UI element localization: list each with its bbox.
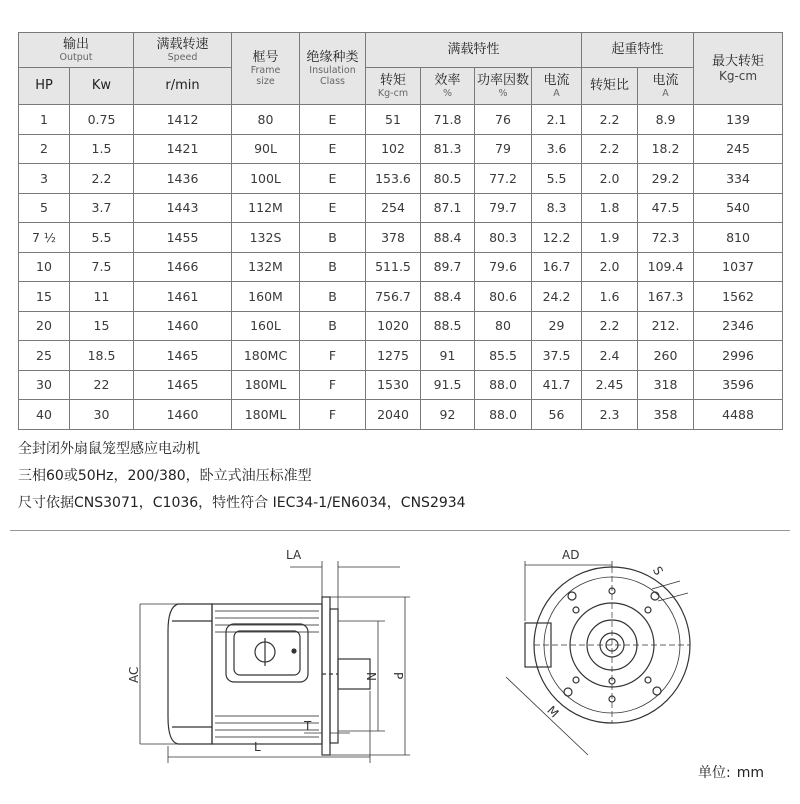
table-cell: 1.8 xyxy=(582,193,638,223)
table-cell: 2.0 xyxy=(582,252,638,282)
table-cell: 2040 xyxy=(366,400,421,430)
table-cell: 1455 xyxy=(134,223,232,253)
table-cell: 37.5 xyxy=(532,341,582,371)
table-cell: 8.9 xyxy=(638,105,694,135)
table-cell: 254 xyxy=(366,193,421,223)
table-cell: 2.3 xyxy=(582,400,638,430)
table-cell: 81.3 xyxy=(421,134,475,164)
table-cell: 180ML xyxy=(232,400,300,430)
table-cell: 2.2 xyxy=(70,164,134,194)
table-cell: 40 xyxy=(19,400,70,430)
table-cell: 1.6 xyxy=(582,282,638,312)
table-cell: 71.8 xyxy=(421,105,475,135)
table-cell: 76 xyxy=(475,105,532,135)
spec-table-body xyxy=(19,105,783,430)
table-cell: 318 xyxy=(638,370,694,400)
notes-block xyxy=(18,436,782,517)
table-cell: 2.2 xyxy=(582,311,638,341)
table-cell: 378 xyxy=(366,223,421,253)
table-cell: 2.1 xyxy=(532,105,582,135)
table-cell: 3 xyxy=(19,164,70,194)
header-power-factor: 功率因数 % xyxy=(475,68,532,105)
label-la: LA xyxy=(286,548,302,562)
label-ac: AC xyxy=(127,666,141,683)
table-cell: 511.5 xyxy=(366,252,421,282)
note-line: 三相60或50Hz，200/380，卧立式油压标准型 xyxy=(18,468,312,484)
table-cell: 25 xyxy=(19,341,70,371)
table-cell: 87.1 xyxy=(421,193,475,223)
table-cell: 0.75 xyxy=(70,105,134,135)
header-torque: 转矩 Kg-cm xyxy=(366,68,421,105)
table-cell: 1461 xyxy=(134,282,232,312)
table-cell: 15 xyxy=(19,282,70,312)
table-cell: 358 xyxy=(638,400,694,430)
table-row xyxy=(19,400,783,430)
table-cell: 2.4 xyxy=(582,341,638,371)
table-cell: 80.6 xyxy=(475,282,532,312)
fan-cover-outline xyxy=(168,604,212,744)
table-cell: B xyxy=(300,282,366,312)
table-cell: 112M xyxy=(232,193,300,223)
table-cell: 1020 xyxy=(366,311,421,341)
table-cell: 29 xyxy=(532,311,582,341)
table-cell: 102 xyxy=(366,134,421,164)
header-insulation: 绝缘种类 Insulation Class xyxy=(300,33,366,105)
table-cell: 22 xyxy=(70,370,134,400)
unit-note xyxy=(698,762,764,782)
table-cell: 160M xyxy=(232,282,300,312)
table-cell: 167.3 xyxy=(638,282,694,312)
note-line: 尺寸依据CNS3071，C1036，特性符合 IEC34-1/EN6034，CNS2934 xyxy=(18,495,466,511)
table-cell: 1460 xyxy=(134,311,232,341)
table-row xyxy=(19,134,783,164)
header-kw: Kw xyxy=(70,68,134,105)
table-row xyxy=(19,223,783,253)
table-row xyxy=(19,193,783,223)
table-cell: 2346 xyxy=(694,311,783,341)
table-cell: F xyxy=(300,400,366,430)
label-l: L xyxy=(254,740,261,754)
table-cell: B xyxy=(300,311,366,341)
label-m: M xyxy=(544,703,562,721)
table-cell: 56 xyxy=(532,400,582,430)
table-cell: 5.5 xyxy=(532,164,582,194)
table-cell: 1562 xyxy=(694,282,783,312)
table-cell: 180ML xyxy=(232,370,300,400)
table-cell: 29.2 xyxy=(638,164,694,194)
table-cell: 88.0 xyxy=(475,370,532,400)
header-speed: 满载转速 Speed xyxy=(134,33,232,68)
table-cell: 12.2 xyxy=(532,223,582,253)
table-cell: 20 xyxy=(19,311,70,341)
header-max-torque: 最大转矩 Kg-cm xyxy=(694,33,783,105)
table-cell: 1412 xyxy=(134,105,232,135)
table-cell: 7 ½ xyxy=(19,223,70,253)
header-starting-current: 电流 A xyxy=(638,68,694,105)
table-cell: 88.4 xyxy=(421,223,475,253)
table-cell: 80 xyxy=(475,311,532,341)
label-p: P xyxy=(391,672,405,680)
header-frame: 框号 Frame size xyxy=(232,33,300,105)
table-cell: 72.3 xyxy=(638,223,694,253)
table-cell: 24.2 xyxy=(532,282,582,312)
table-cell: 18.5 xyxy=(70,341,134,371)
table-cell: 810 xyxy=(694,223,783,253)
table-cell: 1421 xyxy=(134,134,232,164)
table-cell: 160L xyxy=(232,311,300,341)
label-t: T xyxy=(304,719,312,733)
table-cell: 1465 xyxy=(134,370,232,400)
header-full-load: 满载特性 xyxy=(366,33,582,68)
table-cell: 18.2 xyxy=(638,134,694,164)
table-cell: 7.5 xyxy=(70,252,134,282)
table-cell: 5.5 xyxy=(70,223,134,253)
table-cell: 1465 xyxy=(134,341,232,371)
table-cell: 180MC xyxy=(232,341,300,371)
table-cell: 30 xyxy=(70,400,134,430)
table-cell: B xyxy=(300,223,366,253)
table-cell: 88.4 xyxy=(421,282,475,312)
table-cell: 1530 xyxy=(366,370,421,400)
table-cell: 756.7 xyxy=(366,282,421,312)
table-cell: 92 xyxy=(421,400,475,430)
table-cell: 100L xyxy=(232,164,300,194)
table-cell: 2.0 xyxy=(582,164,638,194)
table-cell: 1460 xyxy=(134,400,232,430)
header-row-2 xyxy=(19,68,783,105)
table-cell: 132S xyxy=(232,223,300,253)
table-cell: 334 xyxy=(694,164,783,194)
table-cell: 90L xyxy=(232,134,300,164)
table-cell: 1443 xyxy=(134,193,232,223)
table-cell: 540 xyxy=(694,193,783,223)
unit-value: mm xyxy=(736,765,764,781)
table-cell: 153.6 xyxy=(366,164,421,194)
table-cell: 3.6 xyxy=(532,134,582,164)
table-cell: 1037 xyxy=(694,252,783,282)
table-cell: 1.9 xyxy=(582,223,638,253)
header-efficiency: 效率 % xyxy=(421,68,475,105)
table-cell: 109.4 xyxy=(638,252,694,282)
terminal-box xyxy=(226,624,308,682)
table-cell: E xyxy=(300,105,366,135)
dimension-drawing xyxy=(0,531,800,800)
header-row-1 xyxy=(19,33,783,68)
table-cell: 30 xyxy=(19,370,70,400)
spec-table xyxy=(18,32,783,430)
table-cell: 79.7 xyxy=(475,193,532,223)
table-cell: 91.5 xyxy=(421,370,475,400)
table-cell: 80.3 xyxy=(475,223,532,253)
header-current: 电流 A xyxy=(532,68,582,105)
table-cell: 51 xyxy=(366,105,421,135)
table-cell: 11 xyxy=(70,282,134,312)
header-starting: 起重特性 xyxy=(582,33,694,68)
table-cell: 1275 xyxy=(366,341,421,371)
table-cell: 80 xyxy=(232,105,300,135)
table-cell: 77.2 xyxy=(475,164,532,194)
table-row xyxy=(19,341,783,371)
table-row xyxy=(19,370,783,400)
table-row xyxy=(19,282,783,312)
table-row xyxy=(19,164,783,194)
table-row xyxy=(19,311,783,341)
label-n: N xyxy=(364,672,378,681)
table-cell: 1 xyxy=(19,105,70,135)
label-ad: AD xyxy=(562,548,580,562)
table-cell: 79 xyxy=(475,134,532,164)
table-cell: 1.5 xyxy=(70,134,134,164)
table-cell: 139 xyxy=(694,105,783,135)
table-cell: 2.2 xyxy=(582,134,638,164)
table-cell: 10 xyxy=(19,252,70,282)
table-cell: 2996 xyxy=(694,341,783,371)
table-cell: 89.7 xyxy=(421,252,475,282)
table-cell: 8.3 xyxy=(532,193,582,223)
table-cell: 4488 xyxy=(694,400,783,430)
table-cell: 85.5 xyxy=(475,341,532,371)
flange-outline xyxy=(322,597,330,755)
table-cell: F xyxy=(300,341,366,371)
table-row xyxy=(19,105,783,135)
header-torque-ratio: 转矩比 xyxy=(582,68,638,105)
table-cell: 88.5 xyxy=(421,311,475,341)
table-cell: 41.7 xyxy=(532,370,582,400)
table-cell: 16.7 xyxy=(532,252,582,282)
table-cell: B xyxy=(300,252,366,282)
table-cell: 260 xyxy=(638,341,694,371)
table-cell: 91 xyxy=(421,341,475,371)
header-rmin: r/min xyxy=(134,68,232,105)
table-cell: 2 xyxy=(19,134,70,164)
spec-table-container xyxy=(18,32,782,430)
table-cell: 80.5 xyxy=(421,164,475,194)
table-cell: 3.7 xyxy=(70,193,134,223)
label-s: S xyxy=(649,564,666,578)
table-cell: 132M xyxy=(232,252,300,282)
header-output: 输出 Output xyxy=(19,33,134,68)
table-cell: 2.45 xyxy=(582,370,638,400)
table-cell: 88.0 xyxy=(475,400,532,430)
motor-drawing-svg xyxy=(0,531,800,800)
table-cell: 79.6 xyxy=(475,252,532,282)
table-cell: 212. xyxy=(638,311,694,341)
table-cell: 5 xyxy=(19,193,70,223)
table-cell: F xyxy=(300,370,366,400)
table-cell: 1436 xyxy=(134,164,232,194)
table-cell: E xyxy=(300,134,366,164)
table-cell: 245 xyxy=(694,134,783,164)
unit-label: 单位: xyxy=(698,765,731,781)
table-cell: 15 xyxy=(70,311,134,341)
table-cell: 1466 xyxy=(134,252,232,282)
note-line: 全封闭外扇鼠笼型感应电动机 xyxy=(18,441,200,457)
table-cell: 3596 xyxy=(694,370,783,400)
table-cell: E xyxy=(300,193,366,223)
table-cell: 2.2 xyxy=(582,105,638,135)
table-cell: 47.5 xyxy=(638,193,694,223)
table-cell: E xyxy=(300,164,366,194)
table-row xyxy=(19,252,783,282)
header-hp: HP xyxy=(19,68,70,105)
